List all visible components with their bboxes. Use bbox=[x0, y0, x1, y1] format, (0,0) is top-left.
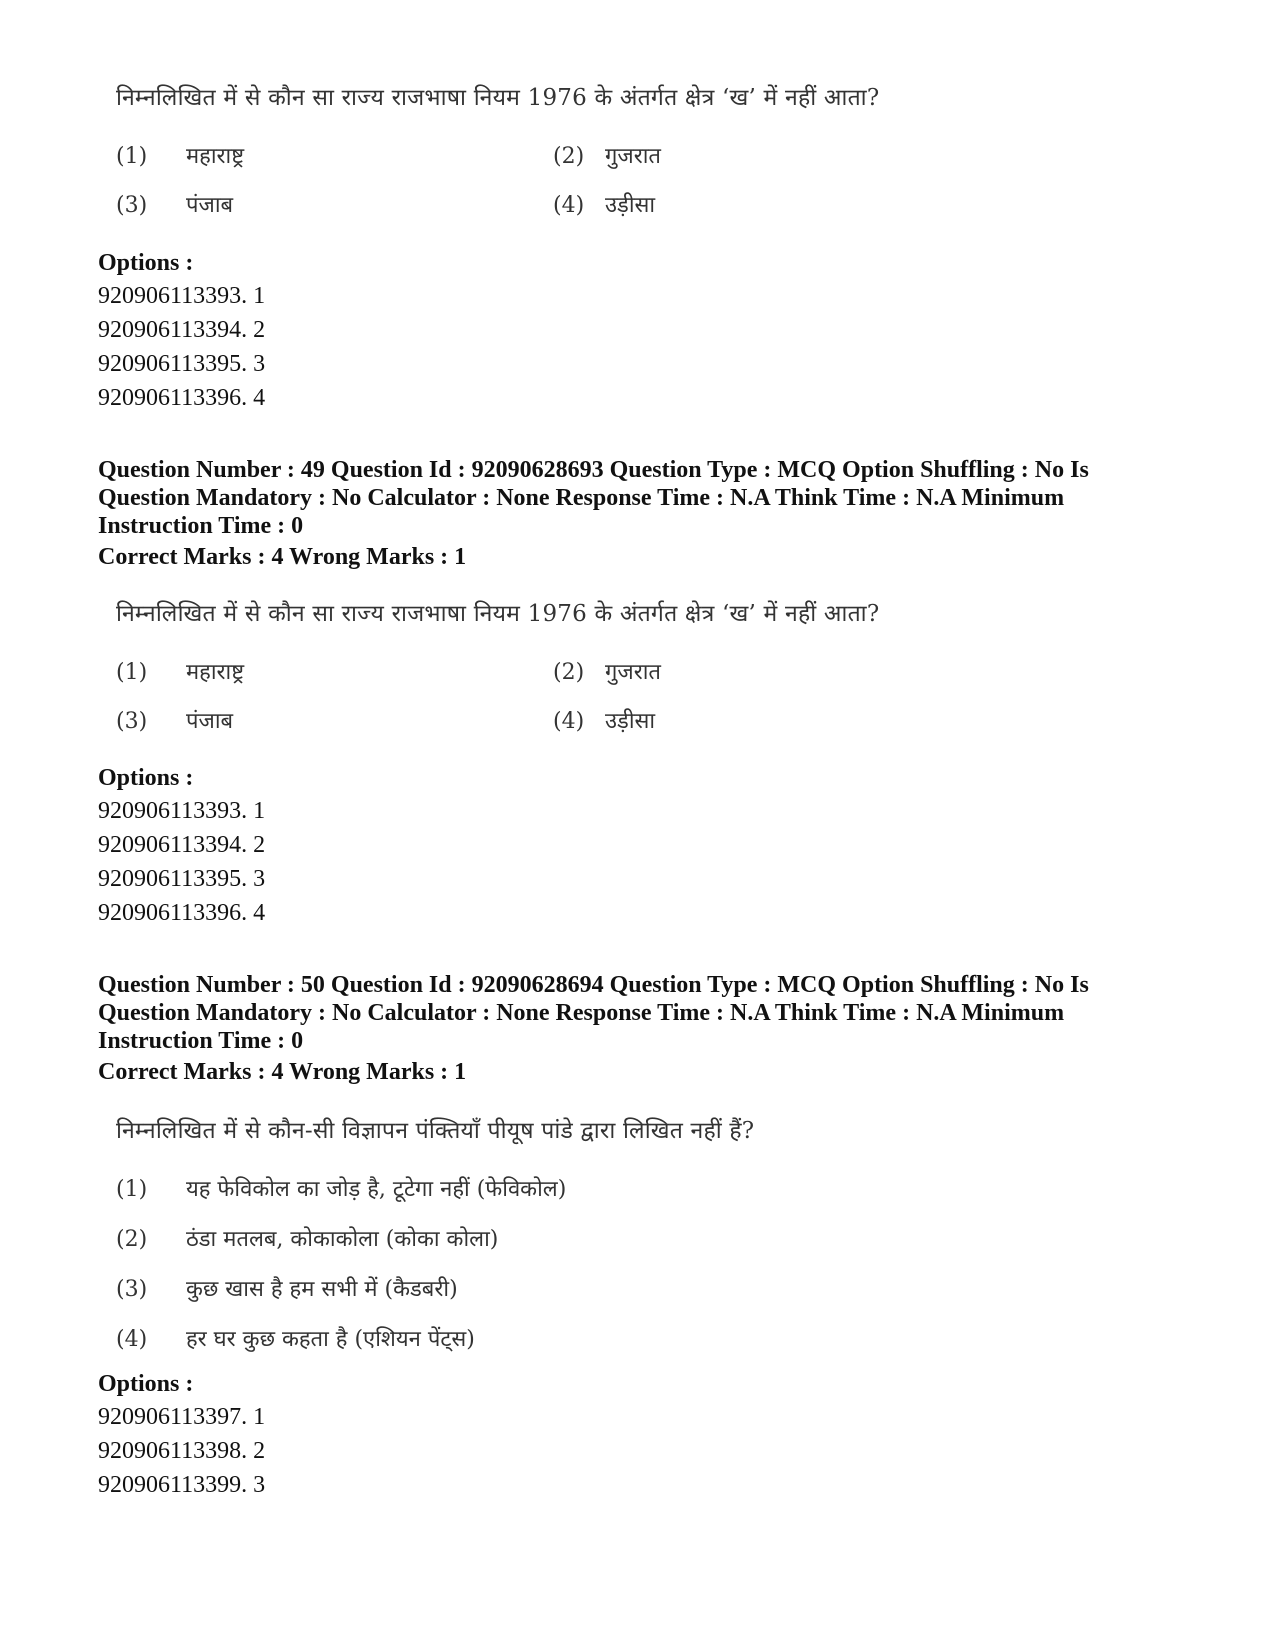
question-meta-50 bbox=[98, 971, 1188, 1086]
option-line: 920906113393. 1 bbox=[98, 283, 266, 309]
question-meta-49 bbox=[98, 456, 1188, 571]
question-block-49 bbox=[98, 596, 1188, 756]
choice-3: (3) कुछ खास है हम सभी में (कैडबरी) bbox=[116, 1277, 458, 1302]
option-line: 920906113395. 3 bbox=[98, 351, 266, 377]
choice-grid bbox=[116, 656, 1188, 756]
option-line: 920906113396. 4 bbox=[98, 385, 266, 411]
choice-list bbox=[98, 1173, 1188, 1373]
option-line: 920906113398. 2 bbox=[98, 1438, 266, 1464]
option-line: 920906113394. 2 bbox=[98, 832, 266, 858]
option-line: 920906113396. 4 bbox=[98, 900, 266, 926]
options-section-48 bbox=[98, 250, 1188, 415]
question-block-50 bbox=[98, 1113, 1188, 1373]
meta-line: Question Number : 50 Question Id : 92090628694 Question Type : MCQ Option Shuffling : No Is bbox=[98, 972, 1089, 998]
question-block-48 bbox=[98, 80, 1188, 240]
options-label: Options : bbox=[98, 250, 194, 276]
meta-line: Instruction Time : 0 bbox=[98, 1028, 304, 1054]
question-text: निम्नलिखित में से कौन-सी विज्ञापन पंक्तियाँ पीयूष पांडे द्वारा लिखित नहीं हैं? bbox=[116, 1118, 755, 1144]
choice-4: (4) उड़ीसा bbox=[553, 193, 656, 218]
option-line: 920906113399. 3 bbox=[98, 1472, 266, 1498]
meta-line: Instruction Time : 0 bbox=[98, 513, 304, 539]
meta-line: Question Mandatory : No Calculator : None Response Time : N.A Think Time : N.A Minimum bbox=[98, 485, 1065, 511]
choice-4: (4) हर घर कुछ कहता है (एशियन पेंट्स) bbox=[116, 1327, 475, 1352]
options-label: Options : bbox=[98, 765, 194, 791]
choice-4: (4) उड़ीसा bbox=[553, 709, 656, 734]
option-line: 920906113394. 2 bbox=[98, 317, 266, 343]
question-text: निम्नलिखित में से कौन सा राज्य राजभाषा नियम 1976 के अंतर्गत क्षेत्र ‘ख’ में नहीं आता? bbox=[116, 85, 880, 111]
choice-1: (1) महाराष्ट्र bbox=[116, 660, 245, 685]
choice-grid bbox=[116, 140, 1188, 240]
marks-line: Correct Marks : 4 Wrong Marks : 1 bbox=[98, 1059, 467, 1085]
meta-line: Question Mandatory : No Calculator : None Response Time : N.A Think Time : N.A Minimum bbox=[98, 1000, 1065, 1026]
meta-line: Question Number : 49 Question Id : 92090628693 Question Type : MCQ Option Shuffling : No Is bbox=[98, 457, 1089, 483]
question-text: निम्नलिखित में से कौन सा राज्य राजभाषा नियम 1976 के अंतर्गत क्षेत्र ‘ख’ में नहीं आता? bbox=[116, 601, 880, 627]
marks-line: Correct Marks : 4 Wrong Marks : 1 bbox=[98, 544, 467, 570]
choice-3: (3) पंजाब bbox=[116, 709, 234, 734]
options-label: Options : bbox=[98, 1371, 194, 1397]
option-line: 920906113395. 3 bbox=[98, 866, 266, 892]
option-line: 920906113397. 1 bbox=[98, 1404, 266, 1430]
option-line: 920906113393. 1 bbox=[98, 798, 266, 824]
choice-1: (1) यह फेविकोल का जोड़ है, टूटेगा नहीं (फेविकोल) bbox=[116, 1177, 567, 1202]
options-section-49 bbox=[98, 765, 1188, 930]
choice-2: (2) ठंडा मतलब, कोकाकोला (कोका कोला) bbox=[116, 1227, 499, 1252]
choice-2: (2) गुजरात bbox=[553, 144, 661, 169]
choice-1: (1) महाराष्ट्र bbox=[116, 144, 245, 169]
choice-2: (2) गुजरात bbox=[553, 660, 661, 685]
choice-3: (3) पंजाब bbox=[116, 193, 234, 218]
options-section-50 bbox=[98, 1371, 1188, 1502]
